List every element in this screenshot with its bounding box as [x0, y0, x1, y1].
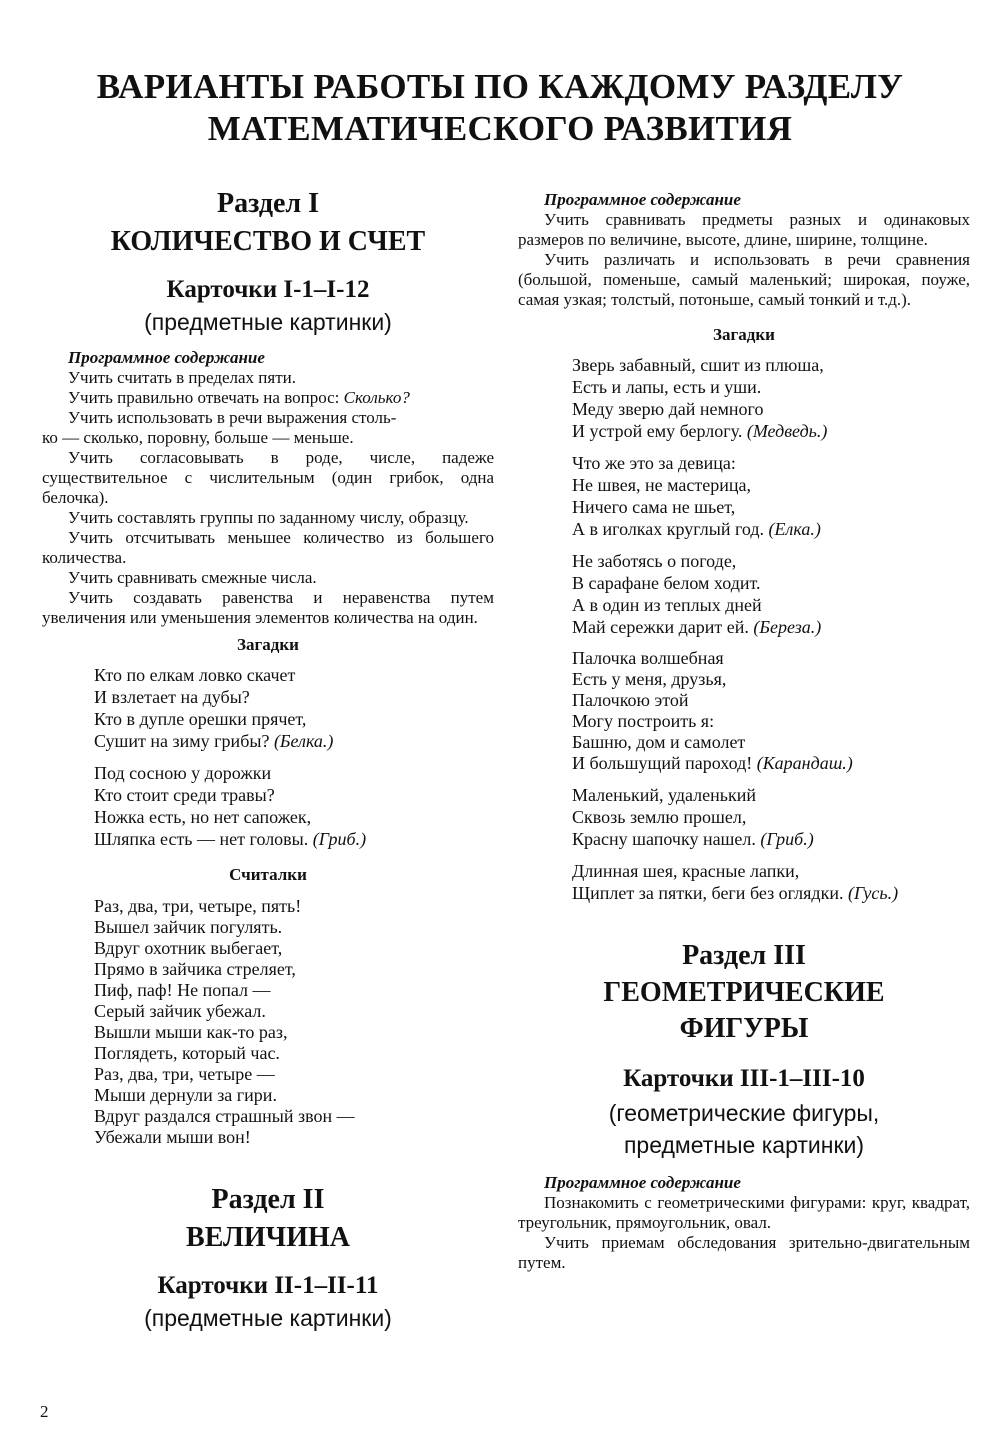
riddle-text: Палочка волшебная Есть у меня, друзья, Палочкою этой Могу построить я: Башню, дом и самолет И большущий пароход!	[572, 648, 753, 773]
page-number: 2	[40, 1402, 49, 1421]
riddle-answer: (Береза.)	[753, 617, 822, 637]
section-1-paragraph: Учить использовать в речи выражения столь- ко — сколько, поровну, больше — меньше.	[42, 408, 397, 447]
riddle-answer: (Елка.)	[768, 519, 821, 539]
riddle-text: Зверь забавный, сшит из плюша, Есть и лапы, есть и уши. Меду зверю дай немного И устрой ему берлогу.	[572, 355, 824, 441]
section-3-paragraph: Познакомить с геометрическими фигурами: круг, квадрат, треугольник, прямоугольник, овал.	[518, 1193, 970, 1232]
section-3-label: Раздел III	[682, 940, 806, 971]
riddle-text: Кто по елкам ловко скачет И взлетает на дубы? Кто в дупле орешки прячет, Сушит на зиму грибы?	[94, 665, 307, 751]
paragraph-text: Учить правильно отвечать на вопрос:	[68, 388, 344, 407]
riddle-answer: (Гриб.)	[760, 829, 814, 849]
riddle-text: Маленький, удаленький Сквозь землю прошел, Красну шапочку нашел.	[572, 785, 756, 849]
section-1-cards-sub: (предметные картинки)	[144, 309, 392, 335]
riddle-answer: (Гриб.)	[312, 829, 367, 849]
left-column	[42, 186, 494, 1334]
section-3-paragraph: Учить приемам обследования зрительно-двигательным путем.	[518, 1233, 970, 1272]
riddle-answer: (Белка.)	[273, 731, 334, 751]
section-1-name: КОЛИЧЕСТВО И СЧЕТ	[110, 226, 426, 257]
section-1-paragraph: Учить составлять группы по заданному числу, образцу.	[68, 508, 469, 527]
section-2-paragraph: Учить сравнивать предметы разных и одинаковых размеров по величине, высоте, длине, ширине, толщине.	[518, 210, 970, 249]
section-2-paragraph: Учить различать и использовать в речи сравнения (большой, поменьше, самый маленький; широкая, поуже, самая узкая; толстый, потоньше, самый тонкий и т.д.).	[518, 250, 970, 309]
riddle-text: Под сосною у дорожки Кто стоит среди травы? Ножка есть, но нет сапожек, Шляпка есть — нет головы.	[94, 763, 312, 849]
riddle-answer: (Медведь.)	[746, 421, 828, 441]
riddle	[518, 860, 970, 904]
section-3-program-label: Программное содержание	[544, 1173, 741, 1192]
riddle-text: Что же это за девица: Не швея, не мастерица, Ничего сама не шьет, А в иголках круглый год.	[572, 453, 765, 539]
section-2-cards-sub: (предметные картинки)	[144, 1305, 392, 1331]
riddle	[518, 784, 970, 850]
section-3-cards-sub-line-1: (геометрические фигуры,	[608, 1100, 880, 1126]
section-2-name: ВЕЛИЧИНА	[186, 1222, 350, 1253]
riddle	[42, 664, 494, 752]
section-1-paragraph	[42, 388, 494, 408]
page-title-line-2: МАТЕМАТИЧЕСКОГО РАЗВИТИЯ	[207, 109, 793, 148]
riddle	[518, 354, 970, 442]
section-1-paragraph: Учить создавать равенства и неравенства путем увеличения или уменьшения элементов количества на один.	[42, 588, 494, 627]
section-1-cards: Карточки I-1–I-12	[166, 276, 370, 303]
section-1-counting-label: Считалки	[229, 865, 307, 884]
page-title-line-1: ВАРИАНТЫ РАБОТЫ ПО КАЖДОМУ РАЗДЕЛУ	[96, 67, 904, 106]
section-2-riddles-label: Загадки	[713, 325, 775, 344]
section-1-paragraph: Учить согласовывать в роде, числе, падеже существительное с числительным (один грибок, одна белочка).	[42, 448, 494, 507]
section-3-cards-sub-line-2: предметные картинки)	[623, 1132, 865, 1158]
right-column	[518, 190, 970, 1273]
section-1-paragraph: Учить сравнивать смежные числа.	[68, 568, 317, 587]
riddle	[518, 550, 970, 638]
riddle	[518, 648, 970, 774]
section-2-program-label: Программное содержание	[544, 190, 741, 209]
riddle-answer: (Гусь.)	[847, 883, 899, 903]
section-3-name-line-2: ФИГУРЫ	[679, 1013, 809, 1044]
question-word: Сколько?	[343, 388, 410, 407]
riddle-answer: (Карандаш.)	[756, 753, 853, 773]
counting-rhyme: Вышли мыши как-то раз, Поглядеть, который час. Раз, два, три, четыре — Мыши дернули за гири. Вдруг раздался страшный звон — Убежали мыши вон!	[94, 1022, 355, 1147]
page-title	[0, 66, 1000, 150]
counting-rhyme: Раз, два, три, четыре, пять! Вышел зайчик погулять. Вдруг охотник выбегает, Прямо в зайчика стреляет, Пиф, паф! Не попал — Серый зайчик убежал.	[94, 896, 302, 1021]
section-1-riddles-label: Загадки	[237, 635, 299, 654]
riddle-text: Длинная шея, красные лапки, Щиплет за пятки, беги без оглядки.	[572, 861, 844, 903]
section-3-cards: Карточки III-1–III-10	[623, 1065, 865, 1092]
section-1-paragraph: Учить считать в пределах пяти.	[68, 368, 297, 387]
section-2-label: Раздел II	[211, 1184, 325, 1215]
section-3-name-line-1: ГЕОМЕТРИЧЕСКИЕ	[603, 977, 885, 1008]
riddle	[42, 762, 494, 850]
section-1-paragraph: Учить отсчитывать меньшее количество из большего количества.	[42, 528, 494, 567]
riddle-text: Не заботясь о погоде, В сарафане белом ходит. А в один из теплых дней Май сережки дарит ей.	[572, 551, 762, 637]
section-1-label: Раздел I	[216, 188, 320, 219]
section-2-cards: Карточки II-1–II-11	[157, 1272, 379, 1299]
section-1-program-label: Программное содержание	[68, 348, 265, 367]
riddle	[518, 452, 970, 540]
